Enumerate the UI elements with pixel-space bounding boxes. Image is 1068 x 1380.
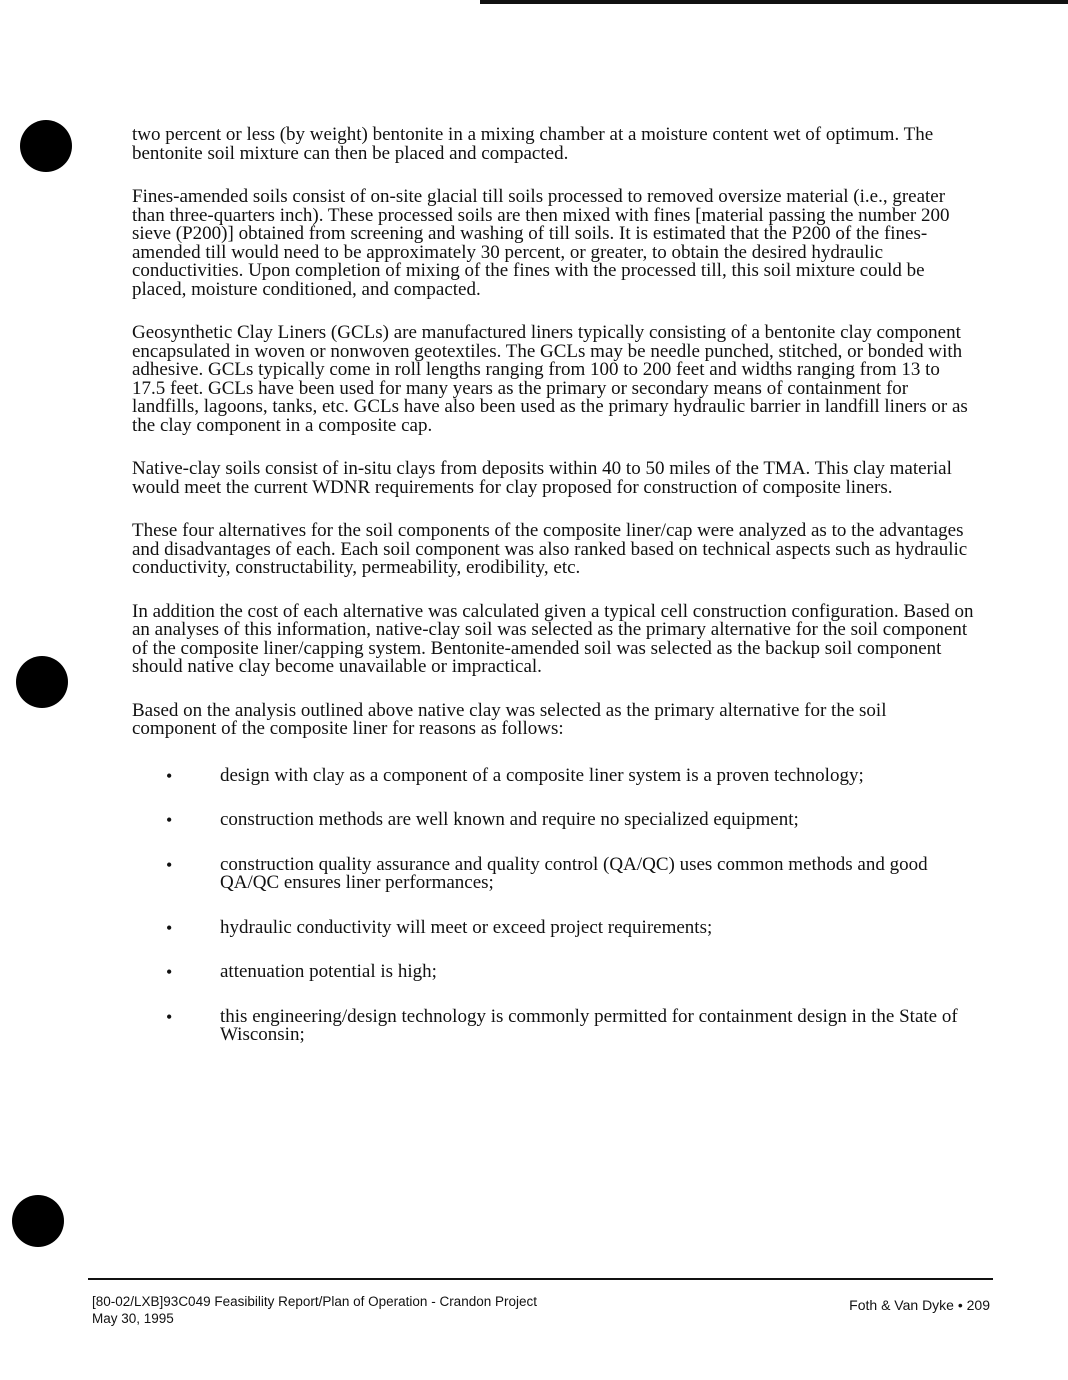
bullet-symbol: • [166,854,173,875]
punch-hole-top [20,120,72,172]
list-item [132,1005,974,1045]
footer-left [92,1293,537,1327]
list-item-text: construction quality assurance and quality control (QA/QC) uses common methods and good QA/QC ensures liner performances; [220,853,928,893]
paragraph-fines-amended: Fines-amended soils consist of on-site glacial till soils processed to removed oversize material (i.e., greater than three-quarters inch). These processed soils are then mixed with fines [material passing the number 200 sieve (P200)] obtained from screening and washing of till soils. It is estimated that the P200 of the fines-amended till would need to be approximately 30 percent, or greater, to obtain the desired hydraulic conductivities. Upon completion of mixing of the fines with the processed till, this soil mixture could be placed, moisture conditioned, and compacted. [132,186,950,300]
bullet-symbol: • [166,810,173,830]
list-item-text: design with clay as a component of a composite liner system is a proven technology; [220,764,864,786]
bullet-symbol: • [166,962,173,982]
document-reference: [80-02/LXB]93C049 Feasibility Report/Plan of Operation - Crandon Project [92,1294,537,1309]
footer-company-page: Foth & Van Dyke • 209 [849,1297,990,1313]
document-body [132,126,974,1071]
document-date: May 30, 1995 [92,1311,174,1326]
punch-hole-bottom [12,1195,64,1247]
paragraph-alternatives-analysis: These four alternatives for the soil components of the composite liner/cap were analyzed as to the advantages and disadvantages of each. Each soil component was also ranked based on technical aspects such as hydraulic conductivity, constructability, permeability, erodibility, etc. [132,520,968,578]
footer-rule [88,1278,993,1280]
paragraph-gcl: Geosynthetic Clay Liners (GCLs) are manufactured liners typically consisting of a bentonite clay component encapsulated in woven or nonwoven geotextiles. The GCLs may be needle punched, stitched, or bonded with adhesive. GCLs typically come in roll lengths ranging from 100 to 200 feet and widths ranging from 13 to 17.5 feet. GCLs have been used for many years as the primary or secondary means of containment for landfills, lagoons, tanks, etc. GCLs have also been used as the primary hydraulic barrier in landfill liners or as the clay component in a composite cap. [132,322,968,436]
paragraph-reasons-intro: Based on the analysis outlined above native clay was selected as the primary alternative for the soil component of the composite liner for reasons as follows: [132,699,887,739]
bullet-symbol: • [166,765,173,786]
paragraph-bentonite-continuation: two percent or less (by weight) bentonite in a mixing chamber at a moisture content wet of optimum. The bentonite soil mixture can then be placed and compacted. [132,124,934,164]
list-item [132,916,974,938]
bullet-symbol: • [166,917,173,938]
reasons-list [132,764,974,1045]
bullet-symbol: • [166,1006,173,1027]
list-item-text: construction methods are well known and require no specialized equipment; [220,809,799,830]
list-item-text: hydraulic conductivity will meet or exceed project requirements; [220,916,713,938]
list-item-text: attenuation potential is high; [220,961,437,982]
paragraph-cost-selection: In addition the cost of each alternative was calculated given a typical cell construction configuration. Based on an analyses of this information, native-clay soil was selected as the primary alternative for the soil component of the composite liner/capping system. Bentonite-amended soil was selected as the backup soil component should native clay become unavailable or impractical. [132,600,974,677]
list-item [132,963,974,982]
punch-hole-middle [16,656,68,708]
list-item [132,853,974,893]
list-item [132,764,974,786]
top-edge-line [480,0,1068,4]
list-item [132,811,974,830]
list-item-text: this engineering/design technology is commonly permitted for containment design in the State of Wisconsin; [220,1005,958,1045]
paragraph-native-clay: Native-clay soils consist of in-situ clays from deposits within 40 to 50 miles of the TMA. This clay material would meet the current WDNR requirements for clay proposed for construction of composite liners. [132,458,952,498]
